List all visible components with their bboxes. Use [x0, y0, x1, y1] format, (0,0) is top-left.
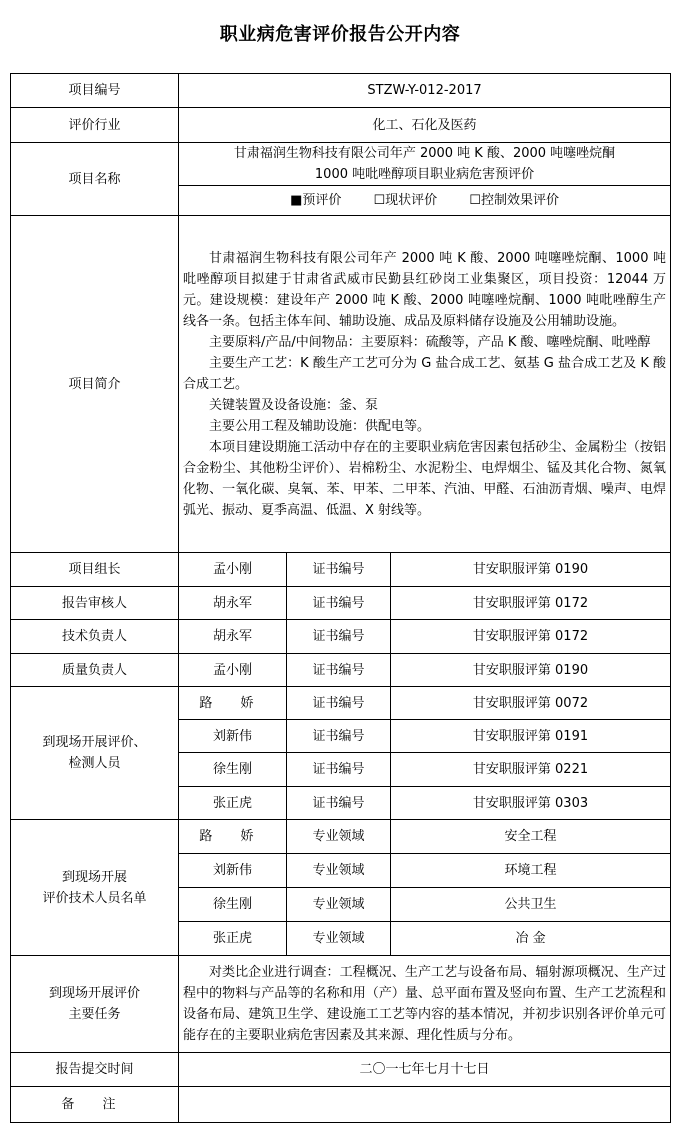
cert-number: 甘安职服评第 0221 [391, 753, 671, 787]
intro-label: 项目简介 [11, 216, 179, 553]
member-name-text: 路 娇 [199, 829, 266, 844]
field-label: 专业领域 [287, 922, 391, 956]
tasks-label [11, 956, 179, 1053]
member-name: 张正虎 [179, 787, 287, 820]
eval-type-options [179, 186, 671, 216]
tasks-text [179, 956, 671, 1053]
cert-number: 甘安职服评第 0190 [391, 553, 671, 587]
tasks-label-line1: 到现场开展评价 [48, 986, 140, 1001]
row-role [11, 553, 671, 587]
role-label: 质量负责人 [11, 654, 179, 687]
project-name-line2: 1000 吨吡唑醇项目职业病危害预评价 [314, 167, 535, 182]
project-name-label: 项目名称 [11, 143, 179, 216]
field-value: 公共卫生 [391, 888, 671, 922]
cert-number: 甘安职服评第 0191 [391, 720, 671, 753]
onsite-label-line2: 检测人员 [68, 756, 121, 771]
field-value: 冶 金 [391, 922, 671, 956]
role-name: 胡永军 [179, 587, 287, 620]
intro-paragraph: 关键装置及设备设施：釜、泵 [209, 397, 379, 413]
cert-label: 证书编号 [287, 720, 391, 753]
option-effect-eval: ☐控制效果评价 [469, 193, 559, 208]
member-name [179, 687, 287, 720]
remarks-label-text: 备 注 [61, 1097, 128, 1112]
member-name: 刘新伟 [179, 854, 287, 888]
intro-paragraph: 甘肃福润生物科技有限公司年产 2000 吨 K 酸、2000 吨噻唑烷酮、1000 吨吡唑醇项目拟建于甘肃省武威市民勤县红砂岗工业集聚区，项目投资：12044 万元。建设规模：建设年产 2000 吨 K 酸、2000 吨噻唑烷酮、1000 吨吡唑醇生产线各一条。包括主体车间、辅助设施、成品及原料储存设施及公用辅助设施。 [183, 250, 667, 329]
cert-number: 甘安职服评第 0190 [391, 654, 671, 687]
row-tasks [11, 956, 671, 1053]
intro-paragraph: 本项目建设期施工活动中存在的主要职业病危害因素包括砂尘、金属粉尘（按铝合金粉尘、其他粉尘评价）、岩棉粉尘、水泥粉尘、电焊烟尘、锰及其化合物、氮氧化物、一氧化碳、臭氧、苯、甲苯、二甲苯、汽油、甲醛、石油沥青烟、噪声、电焊弧光、振动、夏季高温、低温、X 射线等。 [183, 439, 667, 518]
row-intro [11, 216, 671, 553]
role-name: 胡永军 [179, 620, 287, 654]
row-industry [11, 108, 671, 143]
role-label: 报告审核人 [11, 587, 179, 620]
intro-paragraph: 主要生产工艺：K 酸生产工艺可分为 G 盐合成工艺、氨基 G 盐合成工艺及 K 酸合成工艺。 [183, 355, 667, 392]
row-role [11, 587, 671, 620]
option-status-eval: ☐现状评价 [373, 193, 438, 208]
project-name-line1: 甘肃福润生物科技有限公司年产 2000 吨 K 酸、2000 吨噻唑烷酮 [233, 146, 616, 161]
field-label: 专业领域 [287, 888, 391, 922]
submit-label: 报告提交时间 [11, 1053, 179, 1087]
member-name [179, 820, 287, 854]
remarks-label [11, 1087, 179, 1123]
field-label: 专业领域 [287, 820, 391, 854]
row-submit [11, 1053, 671, 1087]
intro-paragraph: 主要公用工程及辅助设施：供配电等。 [209, 418, 431, 434]
cert-label: 证书编号 [287, 687, 391, 720]
row-tech [11, 820, 671, 854]
cert-label: 证书编号 [287, 654, 391, 687]
role-name: 孟小刚 [179, 654, 287, 687]
member-name: 张正虎 [179, 922, 287, 956]
row-project-no [11, 74, 671, 108]
member-name-text: 路 娇 [199, 695, 266, 711]
role-label: 技术负责人 [11, 620, 179, 654]
row-onsite [11, 687, 671, 720]
cert-number: 甘安职服评第 0072 [391, 687, 671, 720]
intro-text [179, 216, 671, 553]
report-table [10, 73, 671, 1123]
cert-number: 甘安职服评第 0303 [391, 787, 671, 820]
member-name: 徐生刚 [179, 888, 287, 922]
cert-label: 证书编号 [287, 587, 391, 620]
project-name-value [179, 143, 671, 186]
tech-label [11, 820, 179, 956]
submit-date: 二〇一七年七月十七日 [179, 1053, 671, 1087]
role-label: 项目组长 [11, 553, 179, 587]
cert-number: 甘安职服评第 0172 [391, 587, 671, 620]
row-project-name [11, 143, 671, 186]
page-title: 职业病危害评价报告公开内容 [219, 24, 461, 45]
onsite-label [11, 687, 179, 820]
row-role [11, 620, 671, 654]
remarks-value [179, 1087, 671, 1123]
tech-label-line1: 到现场开展 [61, 869, 127, 885]
cert-label: 证书编号 [287, 553, 391, 587]
cert-label: 证书编号 [287, 620, 391, 654]
onsite-label-line1: 到现场开展评价、 [42, 735, 147, 750]
member-name: 徐生刚 [179, 753, 287, 787]
tasks-paragraph: 对类比企业进行调查：工程概况、生产工艺与设备布局、辐射源项概况、生产过程中的物料与产品等的名称和用（产）量、总平面布置及竖向布置、生产工艺流程和设备布局、建筑卫生学、建设施工工艺等内容的基本情况，并初步识别各评价单元可能存在的主要职业病危害因素及其来源、理化性质与分布。 [183, 965, 667, 1043]
cert-label: 证书编号 [287, 787, 391, 820]
role-name: 孟小刚 [179, 553, 287, 587]
field-label: 专业领域 [287, 854, 391, 888]
row-role [11, 654, 671, 687]
cert-label: 证书编号 [287, 753, 391, 787]
member-name: 刘新伟 [179, 720, 287, 753]
tasks-label-line2: 主要任务 [68, 1007, 121, 1022]
field-value: 环境工程 [391, 854, 671, 888]
option-pre-eval: ■预评价 [290, 193, 342, 208]
project-no-label: 项目编号 [11, 74, 179, 108]
cert-number: 甘安职服评第 0172 [391, 620, 671, 654]
row-remarks [11, 1087, 671, 1123]
industry-label: 评价行业 [11, 108, 179, 143]
field-value: 安全工程 [391, 820, 671, 854]
intro-paragraph: 主要原料/产品/中间物品：主要原料：硫酸等，产品 K 酸、噻唑烷酮、吡唑醇 [209, 334, 651, 350]
tech-label-line2: 评价技术人员名单 [42, 890, 147, 906]
project-no-value: STZW-Y-012-2017 [179, 74, 671, 108]
industry-value: 化工、石化及医药 [179, 108, 671, 143]
